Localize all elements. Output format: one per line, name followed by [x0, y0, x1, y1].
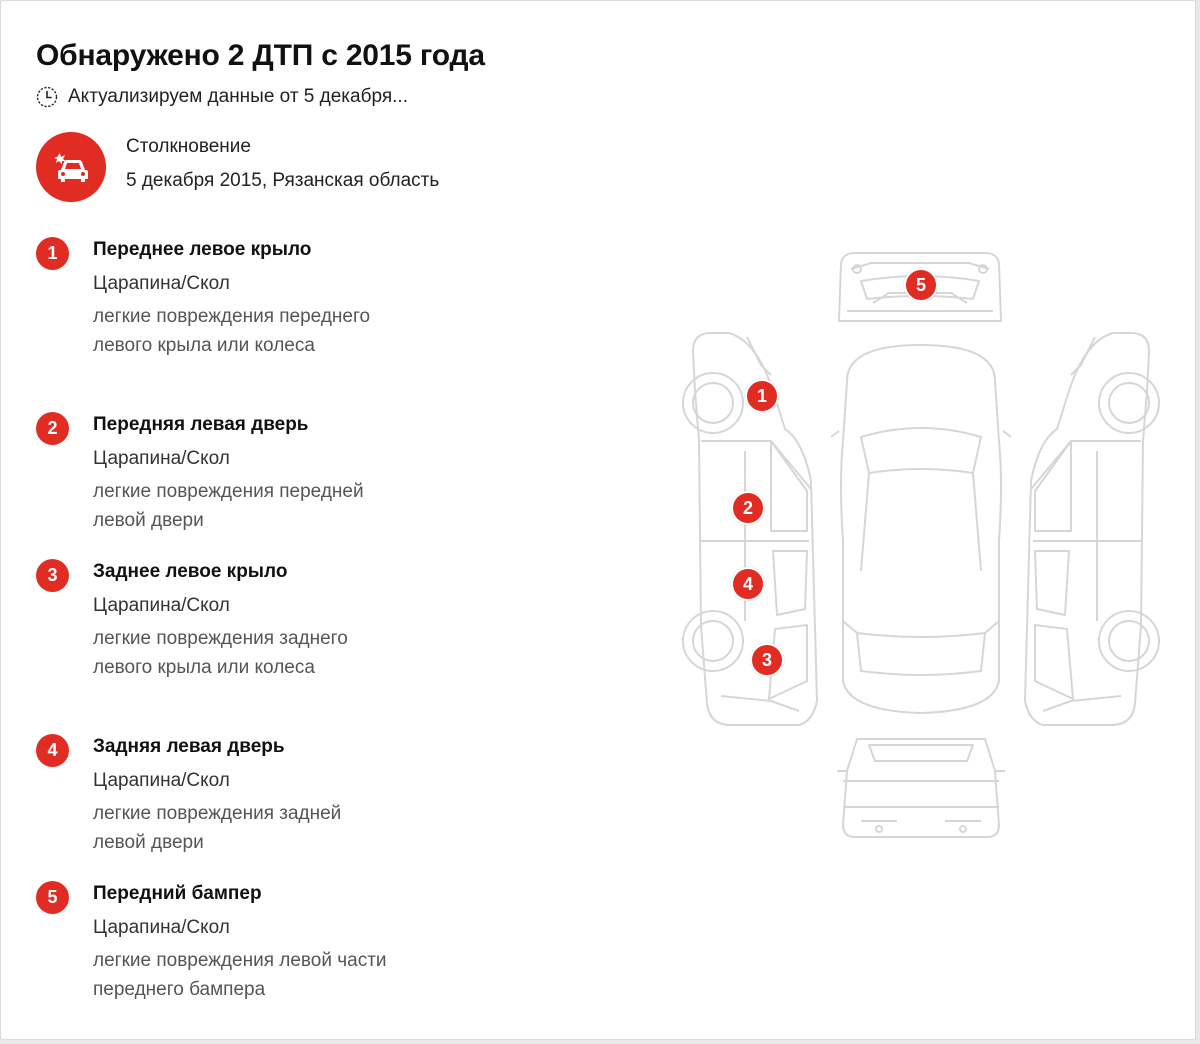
damage-name: Передняя левая дверь: [93, 414, 309, 435]
car-damage-diagram: [661, 241, 1181, 851]
damage-description: легкие повреждения задней левой двери: [93, 803, 342, 853]
damage-marker-4[interactable]: 4: [731, 567, 765, 601]
damage-item: [36, 557, 596, 732]
page-title: Обнаружено 2 ДТП с 2015 года: [36, 39, 485, 72]
damage-number-badge: 1: [36, 237, 69, 270]
update-status: [36, 85, 408, 109]
damage-description: легкие повреждения левой части переднего бампера: [93, 950, 387, 1000]
update-text: Актуализируем данные от 5 декабря...: [68, 86, 408, 107]
damage-number-badge: 4: [36, 734, 69, 767]
accident-type: Столкновение: [126, 136, 251, 157]
damage-item: [36, 732, 596, 879]
damage-list: [36, 235, 596, 1019]
damage-kind: Царапина/Скол: [93, 448, 230, 469]
damage-description: легкие повреждения переднего левого крыла или колеса: [93, 306, 371, 356]
damage-name: Задняя левая дверь: [93, 736, 285, 757]
damage-kind: Царапина/Скол: [93, 770, 230, 791]
damage-marker-3[interactable]: 3: [750, 643, 784, 677]
car-outline-icon: [661, 241, 1181, 851]
damage-kind: Царапина/Скол: [93, 273, 230, 294]
damage-name: Переднее левое крыло: [93, 239, 312, 260]
clock-icon: [36, 86, 58, 108]
damage-number-badge: 2: [36, 412, 69, 445]
damage-description: легкие повреждения передней левой двери: [93, 481, 364, 531]
damage-kind: Царапина/Скол: [93, 595, 230, 616]
car-crash-icon: [36, 132, 106, 202]
accident-date-place: 5 декабря 2015, Рязанская область: [126, 170, 440, 191]
damage-marker-1[interactable]: 1: [745, 379, 779, 413]
damage-name: Передний бампер: [93, 883, 262, 904]
damage-description: легкие повреждения заднего левого крыла или колеса: [93, 628, 348, 678]
damage-name: Заднее левое крыло: [93, 561, 288, 582]
damage-marker-5[interactable]: 5: [904, 268, 938, 302]
damage-item: [36, 410, 596, 557]
damage-number-badge: 5: [36, 881, 69, 914]
damage-item: [36, 879, 596, 1019]
damage-marker-2[interactable]: 2: [731, 491, 765, 525]
damage-number-badge: 3: [36, 559, 69, 592]
damage-kind: Царапина/Скол: [93, 917, 230, 938]
damage-item: [36, 235, 596, 410]
